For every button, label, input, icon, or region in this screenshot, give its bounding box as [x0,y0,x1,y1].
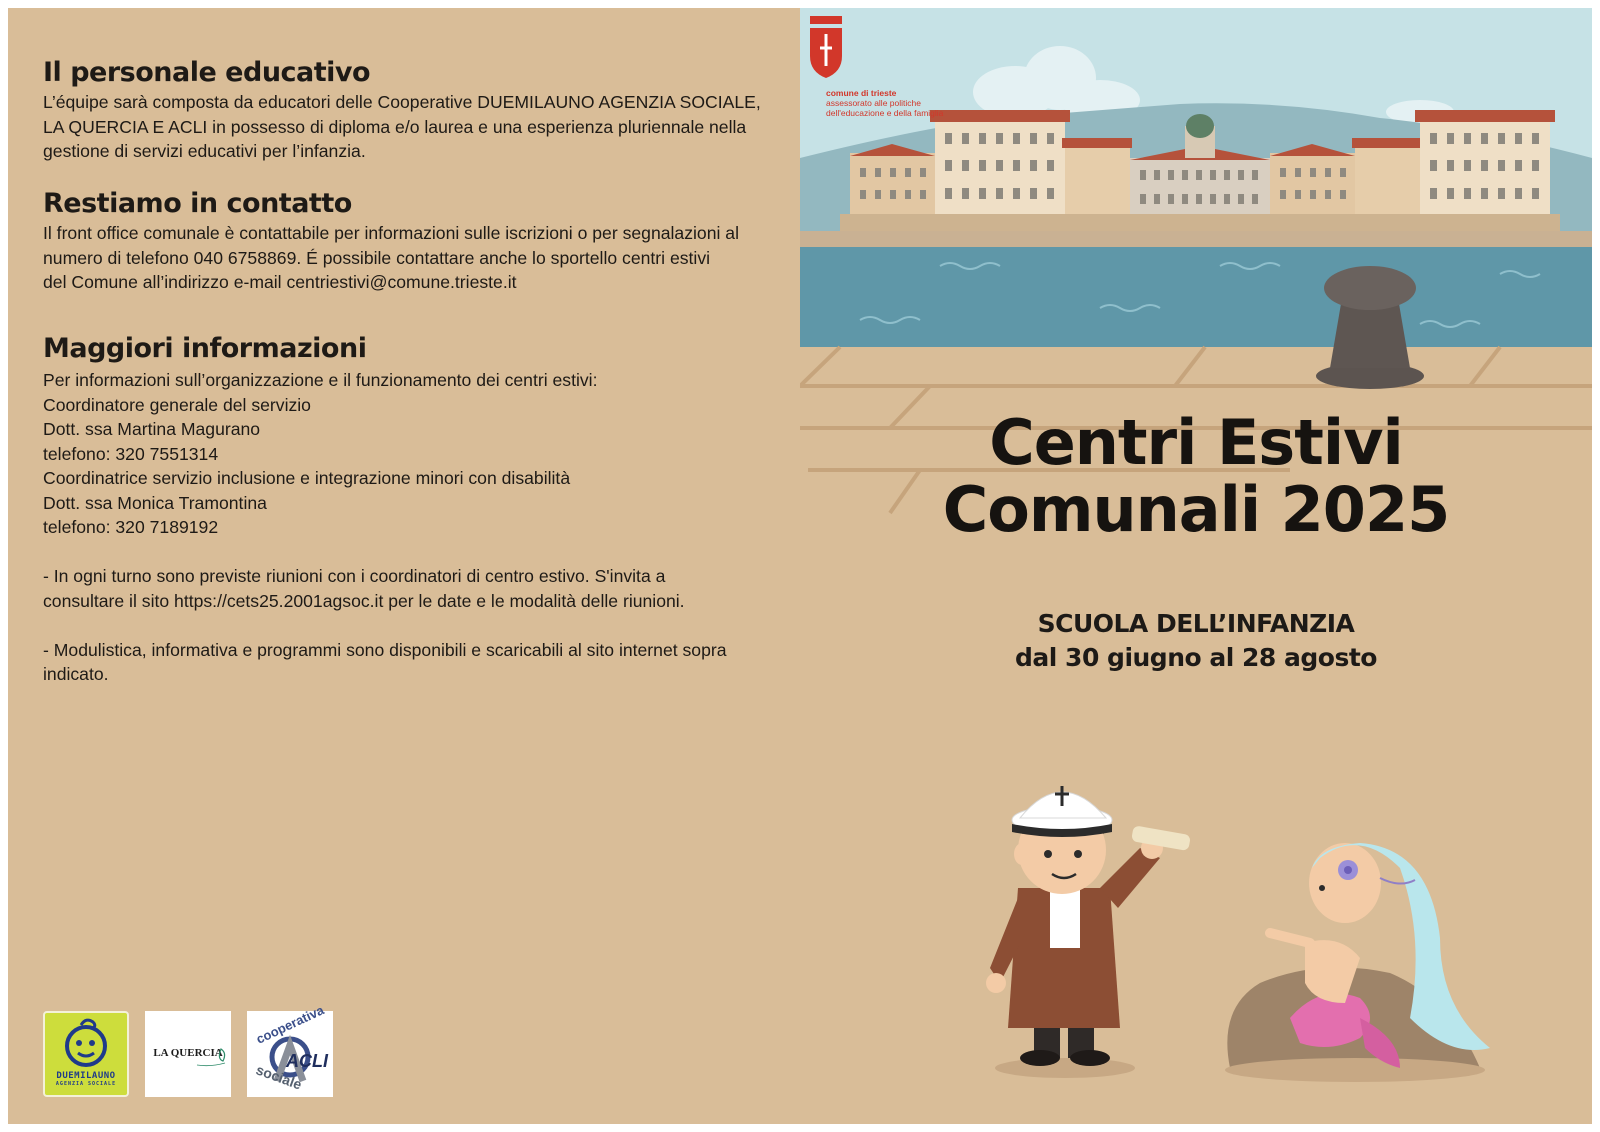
crest-department-line: assessorato alle politiche [826,98,921,108]
la-quercia-logo-text: LA QUERCIA [153,1047,223,1059]
crest-department-line: dell'educazione e della famiglia [826,108,944,118]
acli-logo-top: cooperativa [253,1002,327,1047]
more-info-section [43,332,727,687]
piazza-buildings [840,110,1560,231]
captain-boy-illustration [986,786,1191,1078]
forms-note: - Modulistica, informativa e programmi sono disponibili e scaricabili al sito internet sopra [43,639,727,660]
forms-note: indicato. [43,664,109,684]
cover-panel [800,8,1592,1124]
more-info-text [43,368,727,687]
text-line: LA QUERCIA E ACLI in possesso di diploma e/o laurea e una esperienza pluriennale nella [43,116,747,137]
more-info-heading: Maggiori informazioni [43,333,367,364]
inclusion-coordinator-name: Dott. ssa Monica Tramontina [43,492,267,513]
meeting-note: consultare il sito https://cets25.2001agsoc.it per le date e le modalità delle riunioni. [43,590,685,611]
date-range: dal 30 giugno al 28 agosto [1015,643,1377,672]
la-quercia-logo [145,1011,231,1097]
staff-text [43,90,761,164]
staff-heading: Il personale educativo [43,57,371,88]
text-line: Il front office comunale è contattabile per informazioni sulle iscrizioni o per segnalazioni al [43,223,739,243]
cover-title-line2: Comunali 2025 [942,473,1450,546]
cover-title-line1: Centri Estivi [989,406,1403,479]
staff-section [43,56,761,164]
contact-text [43,221,739,295]
mermaid-illustration [1225,843,1490,1082]
duemilauno-logo-text [45,1071,127,1087]
contact-heading: Restiamo in contatto [43,188,352,219]
duemilauno-logo-sub: AGENZIA SOCIALE [55,1081,117,1087]
text-line: Coordinatrice servizio inclusione e integrazione minori con disabilità [43,468,571,488]
coordinator-name: Dott. ssa Martina Magurano [43,419,261,439]
cover-illustration [800,8,1592,1124]
crest-city-name: comune di trieste [826,88,897,98]
duemilauno-logo-name: DUEMILAUNO [56,1071,116,1081]
inclusion-coordinator-phone: telefono: 320 7189192 [43,517,219,537]
meeting-note: - In ogni turno sono previste riunioni con i coordinatori di centro estivo. S'invita a [43,566,666,586]
acli-logo-bottom: sociale [253,1061,305,1093]
text-line: numero di telefono 040 6758869. É possibile contattare anche lo sportello centri estivi [43,247,711,268]
spacer [43,540,727,565]
spacer [43,613,727,638]
leaf-icon [145,1011,231,1097]
text-line: Coordinatore generale del servizio [43,394,311,415]
acli-logo-mid: ACLI [286,1051,328,1071]
school-level: SCUOLA DELL’INFANZIA [1037,609,1355,638]
text-line: del Comune all’indirizzo e-mail centriestivi@comune.trieste.it [43,272,517,292]
acli-logo [247,1002,333,1097]
text-line: L’équipe sarà composta da educatori delle Cooperative DUEMILAUNO AGENZIA SOCIALE, [43,92,761,112]
text-line: Per informazioni sull’organizzazione e il funzionamento dei centri estivi: [43,370,598,390]
duemilauno-logo [43,1011,129,1097]
coordinator-phone: telefono: 320 7551314 [43,443,219,464]
brochure-sheet [8,8,1592,1124]
text-line: gestione di servizi educativi per l’infanzia. [43,141,366,161]
contact-section [43,187,739,295]
